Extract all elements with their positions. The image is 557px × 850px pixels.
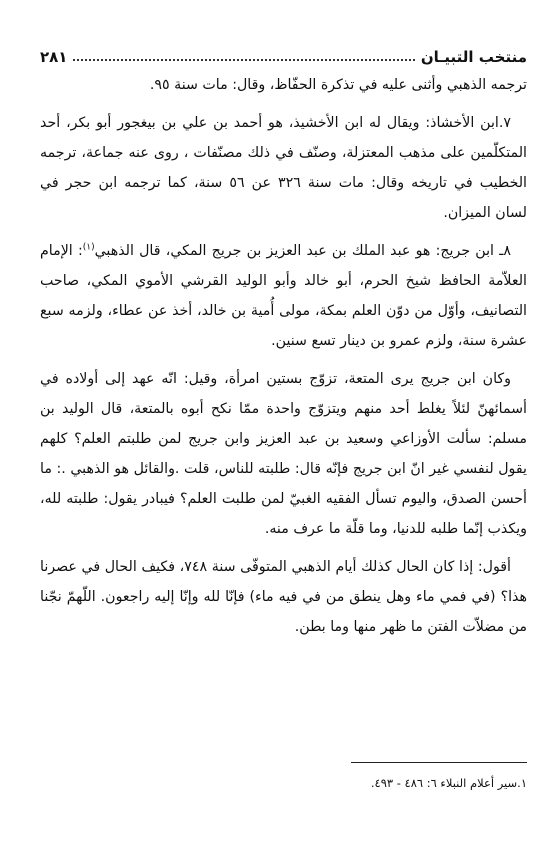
paragraph-ibn-jurayj-intro: ٨ـ ابن جريج: هو عبد الملك بن عبد العزيز بن جريج المكي، قال الذهبي — [94, 243, 511, 259]
paragraph-mutah: وكان ابن جريج يرى المتعة، تزوّج بستين امرأة، وقيل: انّه عهد إلى أولاده في أسمائهنّ لئلاً يغلط أحد منهم ويتزوّج واحدة ممّا نكح أبوه بالمتعة، قال الوليد بن مسلم: سألت الأوزاعي وسعيد بن عبد العزيز وابن جريج لمن طلبتم العلم؟ كلهم يقول لنفسي غير انّ ابن جريج فإنّه قال: طلبته للناس، قلت .والقائل هو الذهبي .: ما أحسن الصدق، واليوم تسأل الفقيه الغبيّ لمن طلبت العلم؟ فيبادر يقول: طلبته لله، ويكذب إنّما طلبه للدنيا، وما قلّة ما عرف منه. — [40, 371, 527, 537]
paragraph-ibn-al-akhshadh: ٧.ابن الأخشاذ: ويقال له ابن الأخشيذ، هو أحمد بن علي بن بيغجور أبو بكر، أحد المتكلّمين على مذهب المعتزلة، وصنّف في ذلك مصنّفات ، روى عنه جماعة، ترجمه الخطيب في تاريخه وقال: مات سنة ٣٢٦ عن ٥٦ سنة، كما ترجمه ابن حجر في لسان الميزان. — [40, 115, 527, 221]
paragraph-ibn-jurayj — [40, 236, 527, 356]
page-header — [40, 42, 527, 66]
paragraph-ibn-jurayj-rest: : الإمام العلاّمة الحافظ شيخ الحرم، أبو خالد وأبو الوليد القرشي الأموي المكي، صاحب التصانيف، وأوّل من دوّن العلم بمكة، مولى أُمية بن خالد، أخذ عن عطاء، ولزمه سبع عشرة سنة، ولزم عمرو بن دينار تسع سنين. — [40, 243, 527, 349]
footnote-divider — [351, 762, 527, 763]
main-text — [40, 70, 527, 642]
footnote-reference[interactable]: (١) — [82, 242, 95, 253]
header-dot-leader — [73, 58, 414, 61]
page-number: ٢٨١ — [40, 48, 68, 66]
running-title: منتخب التبيـان — [420, 48, 527, 66]
paragraph-author-comment: أقول: إذا كان الحال كذلك أيام الذهبي المتوفّى سنة ٧٤٨، فكيف الحال في عصرنا هذا؟ (في فمي ماء وهل ينطق من في فيه ماء) فإنّا لله وإنّا إليه راجعون. اللّهمّ نجّنا من مضلاّت الفتن ما ظهر منها وما بطن. — [40, 559, 527, 635]
paragraph-continuation: ترجمه الذهبي وأثنى عليه في تذكرة الحفّاظ، وقال: مات سنة ٩٥. — [149, 77, 527, 93]
footnote: ١.سير أعلام النبلاء ٦: ٤٨٦ - ٤٩٣. — [370, 776, 527, 790]
